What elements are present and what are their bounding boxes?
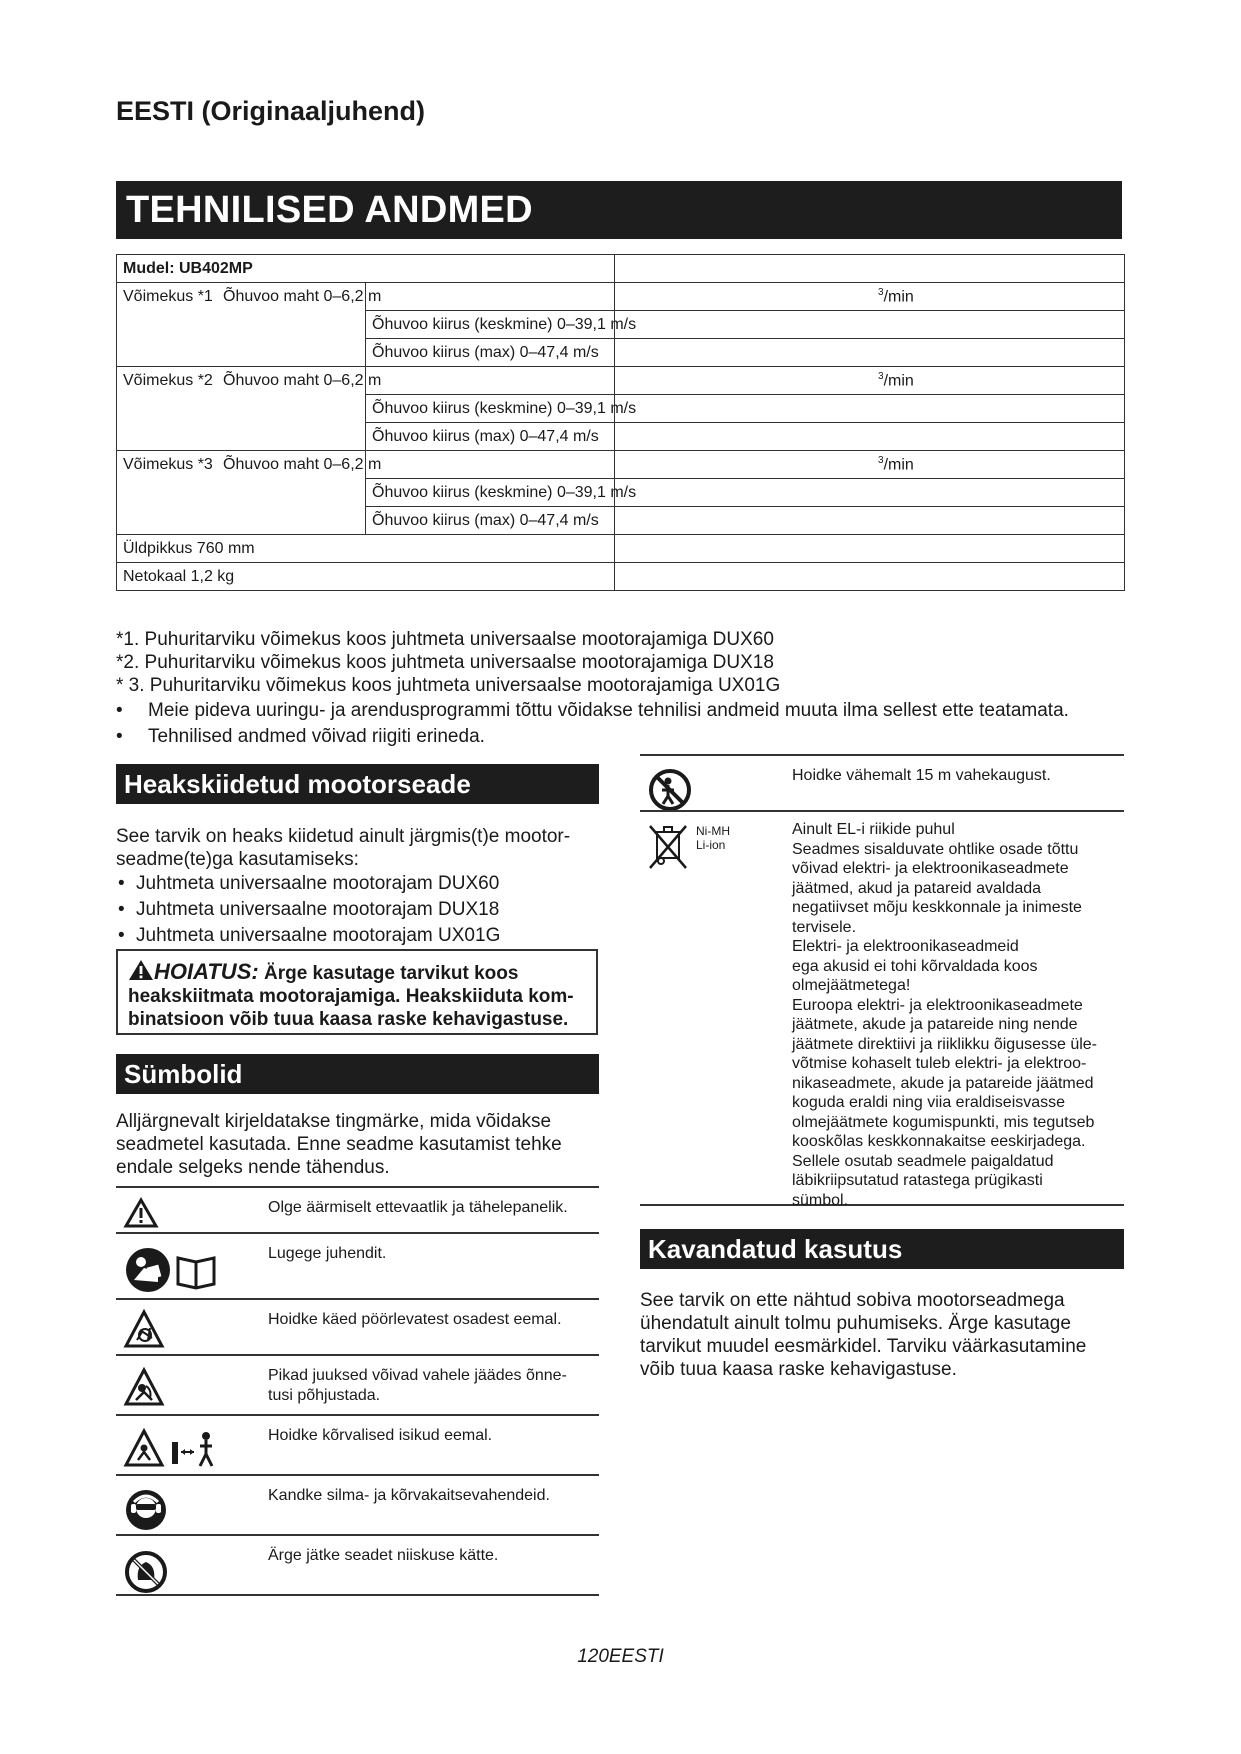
spec-notes: *1. Puhuritarviku võimekus koos juhtmeta universaalse mootorajamiga DUX60 *2. Puhuritarviku võimekus koos juhtmeta universaalse mootorajamiga DUX18 * 3. Puhuritarviku võimekus koos juhtmeta universaalse mootorajamiga UX01G • Meie pideva uuringu- ja arendusprogrammi tõttu võidakse tehnilisi andmeid muuta ilma sellest ette teatamata. • Tehnilised andmed võivad riigiti erineda.: [116, 629, 1069, 747]
eu-disposal-text: Ainult EL-i riikide puhul Seadmes sisalduvate ohtlike osade tõttu võivad elektri- ja elektroonikaseadmete jäätmed, akud ja patareid avaldada negatiivset mõju keskkonnale ja inimeste tervisele. Elektri- ja elektroonikaseadmeid ega akusid ei tohi kõrvaldada koos olmejäätmetega! Euroopa elektri- ja elektroonikaseadmete jäätmete, akude ja patareide ning nende jäätmete direktiivi ja riiklikku õigusesse üle- võtmise kohaselt tuleb elektri- ja elektroo- nikaseadmete, akude ja patareide jäätmed koguda eraldi ning viia eraldiseisvasse olmejäätmete kogumispunkti, mis tegutseb kooskõlas keskkonnakaitse eeskirjadega. Sellele osutab seadmele paigaldatud läbikriipsutatud ratastega prügikasti sümbol.: [792, 821, 1098, 1209]
empty-cell: [615, 255, 1125, 283]
symbol-text: Pikad juuksed võivad vahele jäädes õnne- tusi põhjustada.: [268, 1367, 567, 1404]
long-hair-icon: [124, 1368, 164, 1406]
symbol-row: Lugege juhendit.: [116, 1232, 599, 1300]
bystanders-icon: [124, 1428, 220, 1470]
approved-list: [116, 871, 500, 949]
symbol-row: [116, 1354, 599, 1416]
table-row: [117, 423, 1125, 451]
symbol-row: Hoidke kõrvalised isikud eemal.: [116, 1414, 599, 1476]
symbol-row: Hoidke käed pöörlevatest osadest eemal.: [116, 1298, 599, 1356]
warning-triangle-icon: [128, 959, 154, 981]
footnote: *1. Puhuritarviku võimekus koos juhtmeta universaalse mootorajamiga DUX60: [116, 629, 774, 650]
table-row: [117, 311, 1125, 339]
weight-cell: Netokaal 1,2 kg: [117, 563, 615, 591]
table-row: [117, 507, 1125, 535]
symbol-row: Olge äärmiselt ettevaatlik ja tähelepanelik.: [116, 1186, 599, 1234]
warning-triangle-icon: [124, 1198, 158, 1228]
capacity-group-label: Võimekus *3: [117, 451, 366, 479]
symbol-row: [640, 810, 1124, 1209]
rotating-parts-icon: [124, 1310, 164, 1348]
table-row: [117, 255, 1125, 283]
note-bullet: Meie pideva uuringu- ja arendusprogrammi tõttu võidakse tehnilisi andmeid muuta ilma sellest ette teatamata.: [148, 700, 1069, 721]
symbol-row: Kandke silma- ja kõrvakaitsevahendeid.: [116, 1474, 599, 1536]
distance-text: Hoidke vähemalt 15 m vahekaugust.: [792, 767, 1051, 784]
unit-cell: $^3$/min: [615, 283, 1125, 311]
spec-label: Õhuvoo kiirus (max) 0–47,4 m/s: [366, 339, 615, 367]
spec-table: [116, 254, 1125, 591]
spec-label: Õhuvoo kiirus (keskmine) 0–39,1 m/s: [366, 479, 615, 507]
symbols-intro: Alljärgnevalt kirjeldatakse tingmärke, mida võidakse seadmetel kasutada. Enne seadme kasutamist tehke endale selgeks nende tähendus.: [116, 1111, 562, 1178]
table-row: [117, 563, 1125, 591]
spec-label: Õhuvoo kiirus (max) 0–47,4 m/s: [366, 423, 615, 451]
table-row: [117, 339, 1125, 367]
warning-label: HOIATUS:: [154, 959, 259, 984]
no-moisture-icon: [124, 1550, 168, 1594]
spec-label: Õhuvoo kiirus (keskmine) 0–39,1 m/s: [366, 395, 615, 423]
table-row: [117, 367, 1125, 395]
symbol-row: Ärge jätke seadet niiskuse kätte.: [116, 1534, 599, 1596]
footnote: * 3. Puhuritarviku võimekus koos juhtmeta universaalse mootorajamiga UX01G: [116, 675, 781, 696]
read-manual-icon: [124, 1246, 220, 1294]
unit-cell: $^3$/min: [615, 367, 1125, 395]
table-row: [117, 283, 1125, 311]
table-row: [117, 535, 1125, 563]
note-bullet: Tehnilised andmed võivad riigiti erineda.: [148, 726, 485, 747]
table-row: [117, 451, 1125, 479]
list-item: • Juhtmeta universaalne mootorajam DUX60: [116, 871, 500, 897]
spec-label: Õhuvoo maht 0–6,2 m: [366, 451, 615, 479]
battery-type-labels: Ni-MH Li-ion: [696, 824, 730, 852]
footnote: *2. Puhuritarviku võimekus koos juhtmeta universaalse mootorajamiga DUX18: [116, 652, 774, 673]
model-cell: Mudel: UB402MP: [117, 255, 615, 283]
spec-label: Õhuvoo kiirus (keskmine) 0–39,1 m/s: [366, 311, 615, 339]
table-row: [117, 479, 1125, 507]
approved-intro: See tarvik on heaks kiidetud ainult järgmis(t)e mootor- seadme(te)ga kasutamiseks:: [116, 826, 571, 870]
symbols-heading: Sümbolid: [116, 1054, 599, 1094]
list-item: • Juhtmeta universaalne mootorajam UX01G: [116, 923, 500, 949]
crossed-bin-icon: [646, 824, 690, 870]
page-number: 120EESTI: [577, 1646, 664, 1667]
spec-label: Õhuvoo kiirus (max) 0–47,4 m/s: [366, 507, 615, 535]
unit-cell: $^3$/min: [615, 451, 1125, 479]
intended-use-heading: Kavandatud kasutus: [640, 1229, 1124, 1269]
spec-label: Õhuvoo maht 0–6,2 m: [366, 283, 615, 311]
right-symbols: [640, 754, 1124, 1214]
symbols-list: [116, 1186, 599, 1606]
capacity-group-label: Võimekus *2: [117, 367, 366, 395]
spec-label: Õhuvoo maht 0–6,2 m: [366, 367, 615, 395]
eye-ear-protection-icon: [124, 1488, 168, 1532]
capacity-group-label: Võimekus *1: [117, 283, 366, 311]
intended-use-text: See tarvik on ette nähtud sobiva mootorseadmega ühendatult ainult tolmu puhumiseks. Ärge kasutage tarvikut muudel eesmärkidel. Tarviku väärkasutamine võib tuua kaasa raske kehavigastuse.: [640, 1290, 1087, 1380]
spec-banner: TEHNILISED ANDMED: [116, 181, 1122, 239]
length-cell: Üldpikkus 760 mm: [117, 535, 615, 563]
table-row: [117, 395, 1125, 423]
symbol-row: [640, 754, 1124, 812]
approved-heading: Heakskiidetud mootorseade: [116, 764, 599, 804]
page-title: EESTI (Originaaljuhend): [116, 96, 426, 126]
warning-box: HOIATUS: Ärge kasutage tarvikut koos heakskiitmata mootorajamiga. Heakskiiduta kom- binatsioon võib tuua kaasa raske kehavigastuse.: [116, 949, 598, 1035]
keep-distance-icon: [648, 768, 692, 812]
list-item: • Juhtmeta universaalne mootorajam DUX18: [116, 897, 500, 923]
